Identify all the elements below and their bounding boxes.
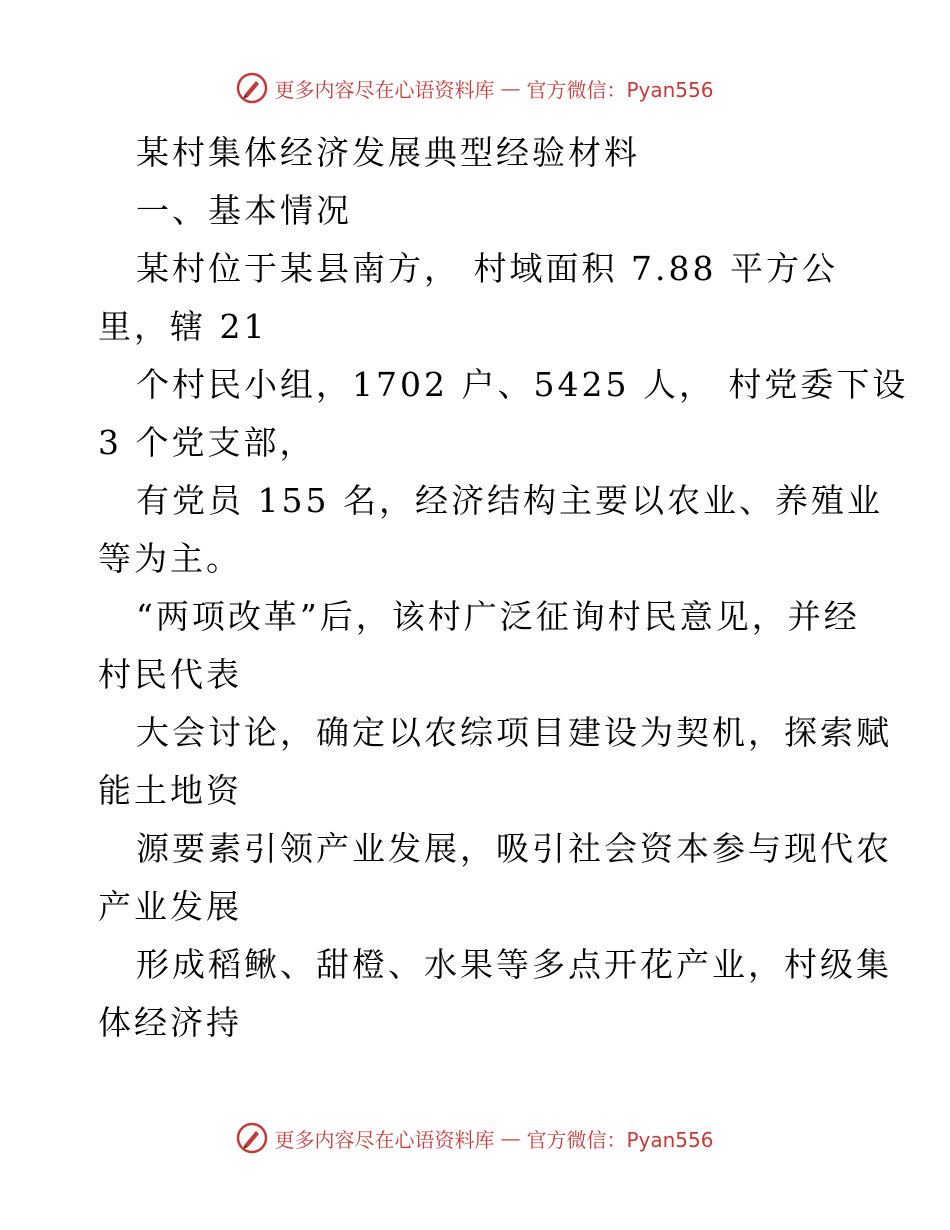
body-text-line: 3 个党支部， — [98, 423, 316, 462]
pen-logo-icon — [236, 1122, 268, 1154]
body-text-line: 能土地资 — [98, 771, 242, 810]
body-text-line: 有党员 155 名，经济结构主要以农业、养殖业 — [136, 481, 883, 520]
body-text-line: 等为主。 — [98, 539, 242, 578]
body-text-line: 一、基本情况 — [136, 191, 352, 230]
body-text-line: 大会讨论，确定以农综项目建设为契机，探索赋 — [136, 713, 892, 752]
body-text-line: 某村集体经济发展典型经验材料 — [136, 133, 640, 172]
banner-separator: — — [500, 76, 521, 100]
banner-separator: — — [500, 1126, 521, 1150]
body-text-line: 某村位于某县南方， 村域面积 7.88 平方公 — [136, 249, 838, 288]
pen-logo-icon — [236, 72, 268, 104]
body-text-line: “两项改革”后，该村广泛征询村民意见，并经 — [136, 597, 860, 636]
body-text-line: 产业发展 — [98, 887, 242, 926]
body-text-line: 里，辖 21 — [98, 307, 268, 346]
banner-site-text: 更多内容尽在心语资料库 — [274, 77, 495, 102]
body-text-line: 体经济持 — [98, 1003, 242, 1042]
body-text-line: 源要素引领产业发展，吸引社会资本参与现代农 — [136, 829, 892, 868]
banner-site-text: 更多内容尽在心语资料库 — [274, 1127, 495, 1152]
banner-wechat-text: 官方微信：Pyan556 — [526, 1127, 714, 1152]
body-text-line: 形成稻鳅、甜橙、水果等多点开花产业，村级集 — [136, 945, 892, 984]
page-footer-banner — [0, 1122, 950, 1154]
body-text-line: 个村民小组，1702 户、5425 人， 村党委下设 — [136, 365, 909, 404]
body-text-line: 村民代表 — [98, 655, 242, 694]
banner-wechat-text: 官方微信：Pyan556 — [526, 77, 714, 102]
page-header-banner — [0, 72, 950, 104]
document-body — [98, 124, 909, 1052]
